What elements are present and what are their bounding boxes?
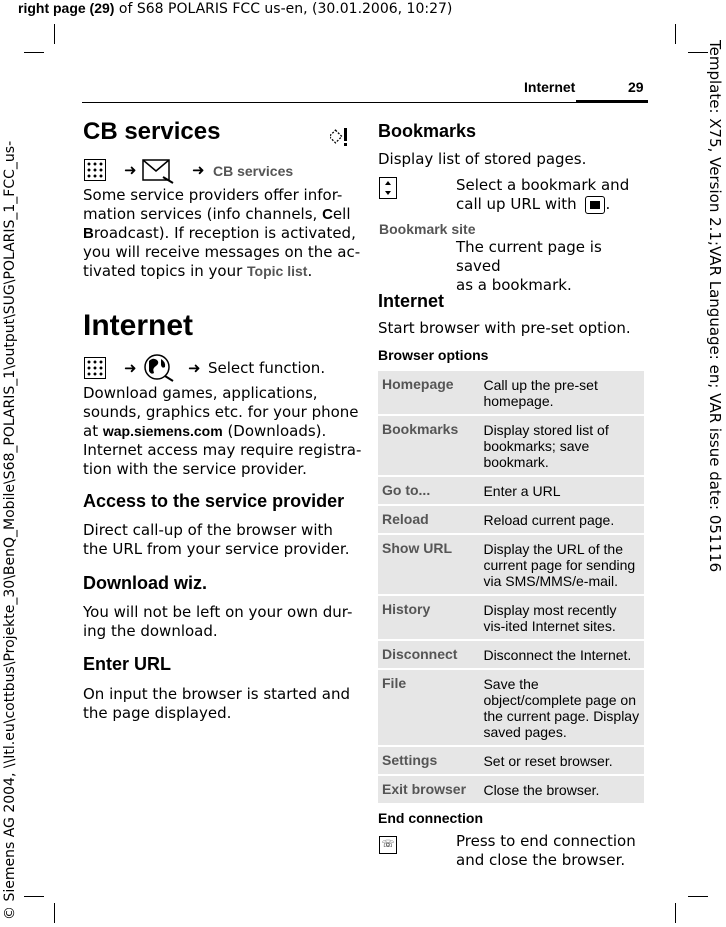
cb-text-bold: B: [83, 225, 94, 242]
browser-options-heading: Browser options: [378, 347, 489, 363]
cb-services-nav-label: CB services: [213, 163, 294, 179]
bookmark-select-desc: [456, 176, 646, 214]
access-line: Direct call-up of the browser with: [83, 521, 333, 539]
browser-option-row: [378, 596, 644, 639]
nav-arrow-icon: ➜: [124, 359, 137, 377]
browser-option-desc: Disconnect the Internet.: [479, 641, 644, 668]
side-text-right-label: Template: X75, Version 2.1;VAR Language: en; VAR issue date: 051116: [706, 40, 724, 573]
internet-line: Download games, applications,: [83, 384, 318, 402]
select-function-label: Select function.: [208, 359, 326, 377]
browser-option-desc: Set or reset browser.: [479, 747, 644, 774]
head-rule: [82, 102, 648, 103]
cb-services-title: CB services: [83, 118, 221, 145]
wap-url-link[interactable]: wap.siemens.com: [102, 423, 223, 439]
running-head-title: Internet: [524, 79, 576, 95]
access-paragraph: [83, 521, 363, 559]
crop-mark: [24, 896, 44, 897]
print-header-rest: of S68 POLARIS FCC us-en, (30.01.2006, 10:27): [114, 1, 453, 17]
end-connection-heading: End connection: [378, 810, 483, 826]
network-service-icon: [330, 126, 350, 152]
bookmark-site-line: The current page is saved: [456, 238, 602, 275]
browser-option-key: Go to...: [378, 477, 479, 504]
crop-mark: [54, 24, 55, 44]
bookmarks-heading: Bookmarks: [378, 121, 477, 141]
browser-option-row: [378, 776, 644, 803]
browser-option-key: Settings: [378, 747, 479, 774]
browser-option-desc: Enter a URL: [479, 477, 644, 504]
bookmark-site-line: as a bookmark.: [456, 276, 572, 294]
browser-option-row: [378, 535, 644, 594]
crop-mark: [688, 896, 708, 897]
browser-option-row: [378, 670, 644, 745]
bookmark-site-desc: [456, 238, 646, 295]
browser-option-desc: Close the browser.: [479, 776, 644, 803]
messages-envelope-icon: [141, 157, 175, 189]
browser-option-key: Disconnect: [378, 641, 479, 668]
cb-text: ell: [332, 205, 351, 223]
softkey-icon: [585, 196, 605, 214]
enter-url-paragraph: [83, 685, 363, 723]
internet-line: tion with the service provider.: [83, 460, 307, 478]
browser-option-key: Homepage: [378, 371, 479, 414]
crop-mark: [675, 903, 676, 923]
access-line: the URL from your service provider.: [83, 540, 350, 558]
cb-line: [83, 224, 363, 243]
print-header: [18, 0, 452, 17]
crop-mark: [675, 24, 676, 44]
internet-line: Internet access may require registra-: [83, 441, 362, 459]
end-key-icon: ☏: [379, 836, 397, 854]
bookmark-select-line: call up URL with .: [456, 195, 611, 213]
browser-option-key: Reload: [378, 506, 479, 533]
cb-text-bold: C: [322, 206, 333, 223]
cb-text: roadcast). If reception is activated,: [93, 224, 356, 242]
cb-line: Some service providers offer infor-: [83, 186, 343, 204]
internet-paragraph: [83, 384, 363, 479]
browser-option-row: [378, 747, 644, 774]
browser-option-key: Show URL: [378, 535, 479, 594]
crop-mark: [24, 52, 44, 53]
bookmarks-intro: Display list of stored pages.: [378, 150, 587, 168]
browser-option-desc: Display the URL of the current page for sending via SMS/MMS/e-mail.: [479, 535, 644, 594]
globe-icon: [141, 353, 175, 387]
internet-subtext: Start browser with pre-set option.: [378, 319, 631, 337]
access-heading: Access to the service provider: [83, 491, 345, 511]
browser-option-row: [378, 641, 644, 668]
bookmark-select-text: call up URL with: [456, 195, 577, 213]
crop-mark: [54, 903, 55, 923]
internet-line: [83, 422, 363, 441]
cb-text: mation services (info channels,: [83, 205, 323, 223]
head-rule-tab: [576, 100, 648, 103]
page-number: 29: [628, 79, 644, 95]
browser-option-key: File: [378, 670, 479, 745]
browser-option-desc: Display most recently vis-ited Internet sites.: [479, 596, 644, 639]
cb-text: tivated topics in your: [83, 262, 248, 280]
browser-option-key: Bookmarks: [378, 416, 479, 475]
browser-options-table: [378, 369, 644, 805]
enter-url-line: On input the browser is started and: [83, 685, 351, 703]
end-connection-line: Press to end connection: [456, 832, 636, 850]
browser-option-desc: Call up the pre-set homepage.: [479, 371, 644, 414]
topic-list-label: Topic list: [247, 263, 308, 279]
bookmark-site-label: Bookmark site: [379, 221, 476, 237]
end-connection-desc: [456, 832, 646, 870]
end-connection-line: and close the browser.: [456, 851, 626, 869]
cb-line: you will receive messages on the ac-: [83, 243, 361, 261]
enter-url-heading: Enter URL: [83, 654, 172, 674]
browser-option-desc: Display stored list of bookmarks; save bookmark.: [479, 416, 644, 475]
menu-keypad-icon: [84, 159, 106, 181]
nav-arrow-icon: ➜: [188, 359, 201, 377]
download-line: You will not be left on your own dur-: [83, 603, 353, 621]
download-line: ing the download.: [83, 622, 218, 640]
internet-line: sounds, graphics etc. for your phone: [83, 403, 359, 421]
browser-option-key: Exit browser: [378, 776, 479, 803]
side-text-left-label: © Siemens AG 2004, \\Itl.eu\cottbus\Projekte_30\BenQ_Mobile\S68_POLARIS_1\output\SUG\POLARIS_1_FCC_us-: [2, 140, 18, 920]
download-heading: Download wiz.: [83, 573, 207, 593]
cb-paragraph: [83, 186, 363, 281]
download-paragraph: [83, 603, 363, 641]
nav-arrow-icon: ➜: [124, 161, 137, 179]
nav-arrow-icon: ➜: [192, 161, 205, 179]
bookmark-select-line: Select a bookmark and: [456, 176, 630, 194]
browser-option-key: History: [378, 596, 479, 639]
browser-option-desc: Save the object/complete page on the current page. Display saved pages.: [479, 670, 644, 745]
browser-option-row: [378, 506, 644, 533]
navigation-key-icon: [379, 177, 397, 199]
internet-text: (Downloads).: [222, 422, 327, 440]
browser-option-row: [378, 416, 644, 475]
cb-line: [83, 262, 363, 281]
browser-option-row: [378, 371, 644, 414]
internet-subheading: Internet: [378, 291, 445, 311]
browser-option-row: [378, 477, 644, 504]
enter-url-line: the page displayed.: [83, 704, 232, 722]
internet-title: Internet: [83, 309, 194, 342]
browser-option-desc: Reload current page.: [479, 506, 644, 533]
menu-keypad-icon: [84, 357, 106, 379]
print-header-bold: right page (29): [18, 0, 115, 16]
cb-text: .: [307, 262, 313, 280]
internet-text: at: [83, 422, 103, 440]
cb-line: [83, 205, 363, 224]
